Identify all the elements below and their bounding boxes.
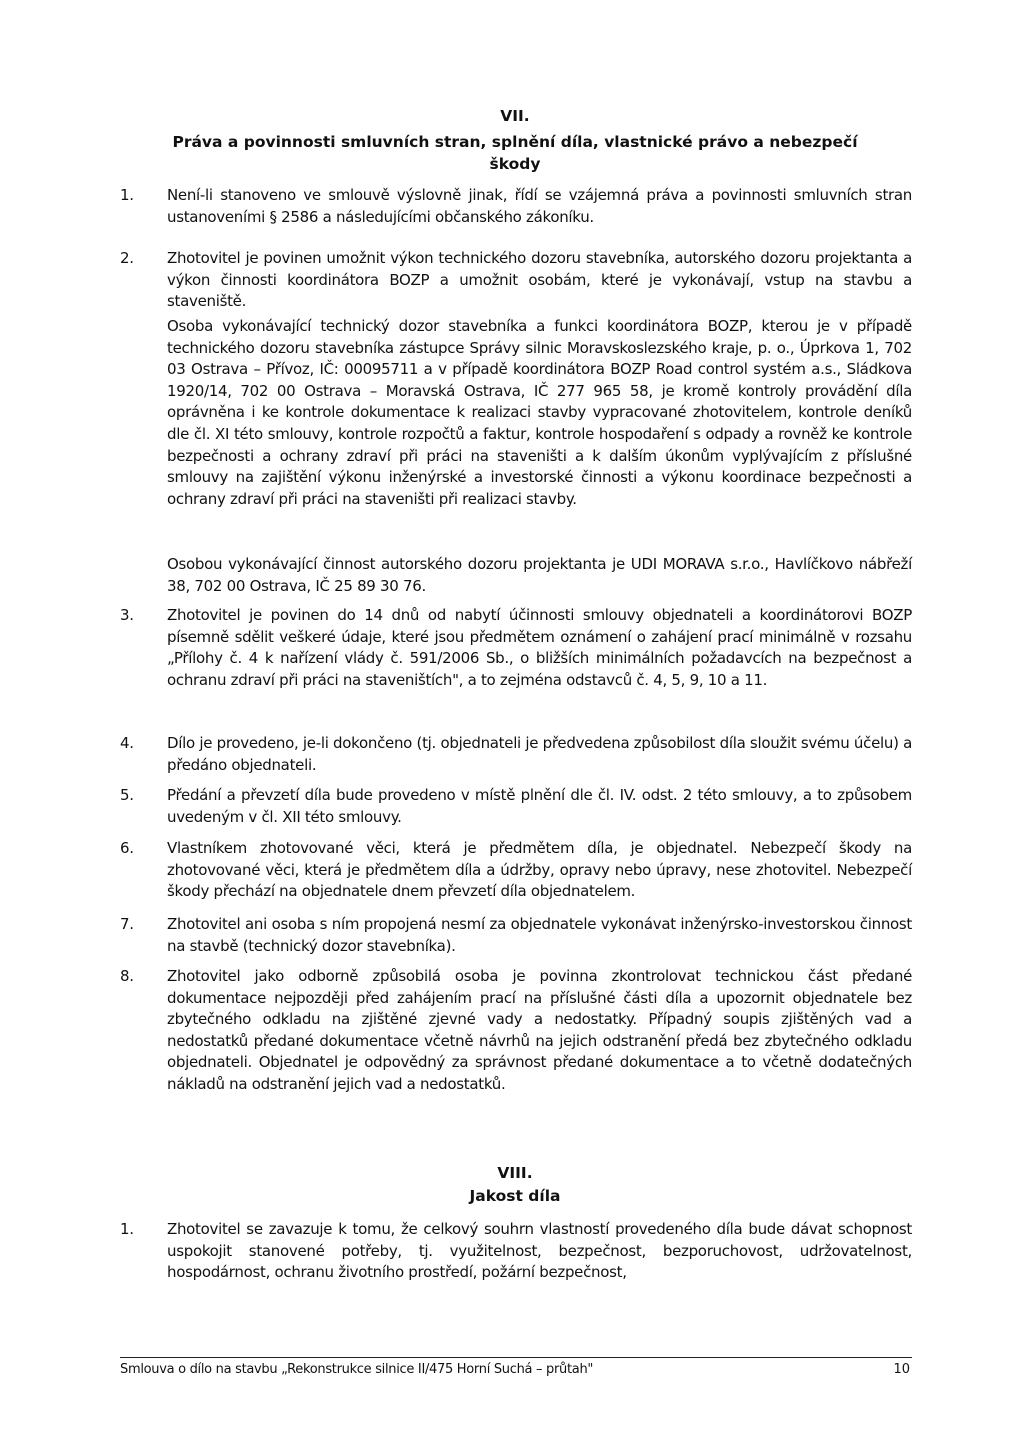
section-7-item-2-paragraph-1: Osoba vykonávající technický dozor stavebníka a funkci koordinátora BOZP, kterou je v případě technického dozoru stavebníka zástupce Správy silnic Moravskoslezského kraje, p. o., Úprkova 1, 702 03 Ostrava – Přívoz, IČ: 00095711 a v případě koordinátora BOZP Road control systém a.s., Sládkova 1920/14, 702 00 Ostrava – Moravská Ostrava, IČ 277 965 58, je kromě kontroly provádění díla oprávněna i ke kontrole dokumentace k realizaci stavby vypracované zhotovitelem, kontrole deníků dle čl. XI této smlouvy, kontrole rozpočtů a faktur, kontrole hospodaření s odpady a rovněž ke kontrole bezpečnosti a ochrany zdraví při práci na staveništi a k dalším úkonům vyplývajícím z příslušné smlouvy na zajištění výkonu inženýrské a investorské činnosti a výkonu koordinace bezpečnosti a ochrany zdraví při práci na staveništi při realizaci stavby.: [167, 317, 912, 508]
item-text: Zhotovitel ani osoba s ním propojená nesmí za objednatele vykonávat inženýrsko-investorskou činnost na stavbě (technický dozor stavebníka).: [167, 915, 912, 955]
footer-divider: [120, 1357, 912, 1358]
item-number: 5.: [120, 786, 134, 804]
section-7-number: VII.: [500, 107, 530, 125]
section-7-item-4: [120, 733, 912, 776]
item-text: Zhotovitel je povinen umožnit výkon technického dozoru stavebníka, autorského dozoru projektanta a výkon činnosti koordinátora BOZP a umožnit osobám, které je vykonávají, vstup na stavbu a staveniště.: [167, 249, 912, 311]
section-7-title-line1: Práva a povinnosti smluvních stran, splnění díla, vlastnické právo a nebezpečí: [172, 133, 858, 151]
item-text: Není-li stanoveno ve smlouvě výslovně jinak, řídí se vzájemná práva a povinnosti smluvních stran ustanoveními § 2586 a následujícími občanského zákoníku.: [167, 186, 912, 226]
section-8-title: Jakost díla: [469, 1187, 561, 1205]
section-7-item-2: [120, 248, 912, 313]
item-number: 1.: [120, 186, 134, 204]
section-7-item-6: [120, 838, 912, 903]
item-text: Předání a převzetí díla bude provedeno v místě plnění dle čl. IV. odst. 2 této smlouvy, a to způsobem uvedeným v čl. XII této smlouvy.: [167, 786, 912, 826]
item-number: 4.: [120, 734, 134, 752]
item-number: 7.: [120, 915, 134, 933]
footer-title: Smlouva o dílo na stavbu „Rekonstrukce silnice II/475 Horní Suchá – průtah": [120, 1362, 594, 1377]
section-7-item-8: [120, 966, 912, 1096]
item-number: 3.: [120, 606, 134, 624]
section-7-item-5: [120, 785, 912, 828]
section-8-item-1: [120, 1219, 912, 1284]
page-number: 10: [893, 1362, 910, 1377]
item-text: Dílo je provedeno, je-li dokončeno (tj. objednateli je předvedena způsobilost díla sloužit svému účelu) a předáno objednateli.: [167, 734, 912, 774]
item-text: Vlastníkem zhotovované věci, která je předmětem díla, je objednatel. Nebezpečí škody na zhotovované věci, která je předmětem díla a údržby, opravy nebo úpravy, nese zhotovitel. Nebezpečí škody přechází na objednatele dnem převzetí díla objednatelem.: [167, 839, 912, 901]
item-number: 8.: [120, 967, 134, 985]
section-8-number: VIII.: [497, 1164, 533, 1182]
item-number: 1.: [120, 1220, 134, 1238]
section-7-item-7: [120, 914, 912, 957]
item-text: Zhotovitel je povinen do 14 dnů od nabytí účinnosti smlouvy objednateli a koordinátorovi BOZP písemně sdělit veškeré údaje, které jsou předmětem oznámení o zahájení prací minimálně v rozsahu „Přílohy č. 4 k nařízení vlády č. 591/2006 Sb., o bližších minimálních požadavcích na bezpečnost a ochranu zdraví při práci na staveništích", a to zejména odstavců č. 4, 5, 9, 10 a 11.: [167, 606, 912, 689]
item-text: Zhotovitel se zavazuje k tomu, že celkový souhrn vlastností provedeného díla bude dávat schopnost uspokojit stanovené potřeby, tj. využitelnost, bezpečnost, bezporuchovost, udržovatelnost, hospodárnost, ochranu životního prostředí, požární bezpečnost,: [167, 1220, 912, 1282]
item-number: 6.: [120, 839, 134, 857]
section-7-item-3: [120, 605, 912, 691]
section-7-item-2-paragraph-2: Osobou vykonávající činnost autorského dozoru projektanta je UDI MORAVA s.r.o., Havlíčkovo nábřeží 38, 702 00 Ostrava, IČ 25 89 30 76.: [167, 555, 912, 595]
item-text: Zhotovitel jako odborně způsobilá osoba je povinna zkontrolovat technickou část předané dokumentace nejpozději před zahájením prací na příslušné části díla a upozornit objednatele bez zbytečného odkladu na zjištěné zjevné vady a nedostatky. Případný soupis zjištěných vad a nedostatků předané dokumentace včetně návrhů na jejich odstranění předá bez zbytečného odkladu objednateli. Objednatel je odpovědný za správnost předané dokumentace a to včetně dodatečných nákladů na odstranění jejich vad a nedostatků.: [167, 967, 912, 1093]
item-number: 2.: [120, 249, 134, 267]
section-7-item-1: [120, 185, 912, 228]
section-7-title-line2: škody: [489, 155, 541, 173]
